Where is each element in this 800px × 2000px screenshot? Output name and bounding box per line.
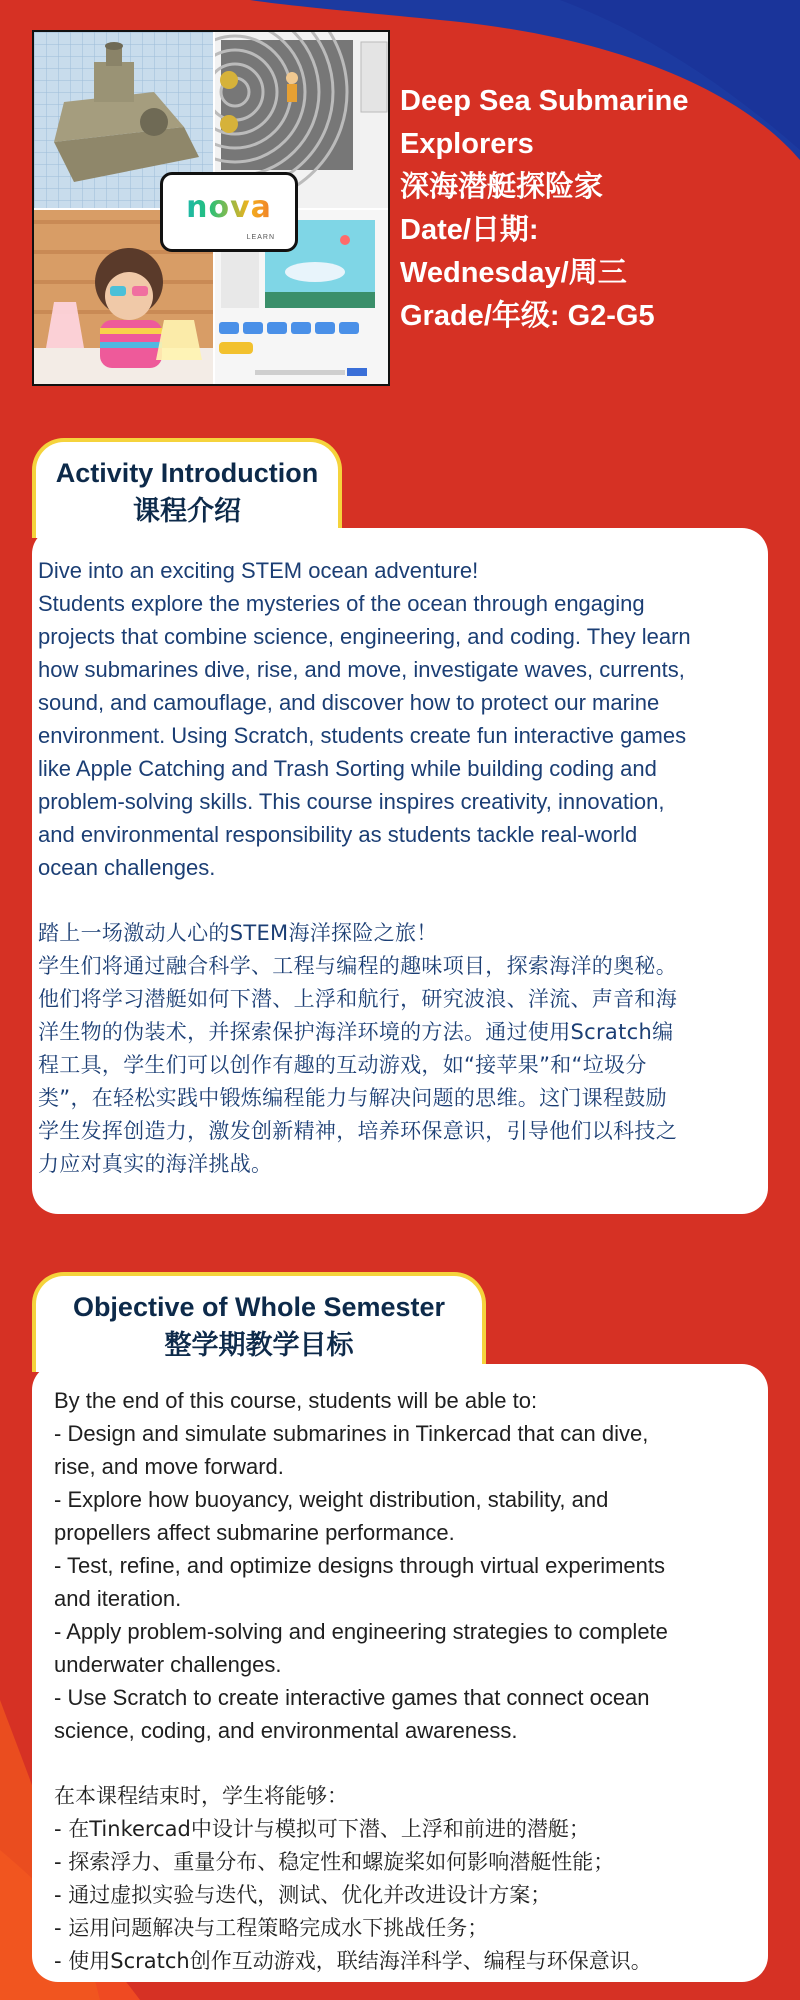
date-label: Date/日期: — [400, 214, 539, 246]
objective-cn-line: 在本课程结束时，学生将能够： — [54, 1784, 348, 1808]
semester-objective-tab — [32, 1272, 486, 1372]
intro-cn-line: 学生发挥创造力，激发创新精神，培养环保意识，引导他们以科技之 — [38, 1119, 677, 1143]
objective-en-line: - Design and simulate submarines in Tinkercad that can dive, — [54, 1421, 649, 1446]
intro-cn-line: 类”，在轻松实践中锻炼编程能力与解决问题的思维。这门课程鼓励 — [38, 1086, 667, 1110]
intro-en-line: how submarines dive, rise, and move, investigate waves, currents, — [38, 657, 685, 682]
objective-en-line: science, coding, and environmental awareness. — [54, 1718, 518, 1743]
intro-en-line: projects that combine science, engineering, and coding. They learn — [38, 624, 691, 649]
intro-en-line: Students explore the mysteries of the ocean through engaging — [38, 591, 645, 616]
objective-en-line: - Test, refine, and optimize designs through virtual experiments — [54, 1553, 666, 1578]
course-image-collage — [32, 30, 390, 386]
objective-en-line: - Apply problem-solving and engineering strategies to complete — [54, 1619, 668, 1644]
objective-cn-line: - 通过虚拟实验与迭代，测试、优化并改进设计方案； — [54, 1883, 552, 1907]
intro-en-line: Dive into an exciting STEM ocean adventure! — [38, 558, 479, 583]
section-heading-cn: 课程介绍 — [133, 496, 241, 526]
introduction-text — [38, 554, 768, 1181]
objective-en-line: - Use Scratch to create interactive games that connect ocean — [54, 1685, 650, 1710]
intro-cn-line: 洋生物的伪装术，并探索保护海洋环境的方法。通过使用Scratch编 — [38, 1020, 674, 1044]
logo-wordmark: nova — [163, 183, 295, 233]
intro-en-line: environment. Using Scratch, students create fun interactive games — [38, 723, 687, 748]
objective-en-line: - Explore how buoyancy, weight distribution, stability, and — [54, 1487, 609, 1512]
objective-cn-line: - 在Tinkercad中设计与模拟可下潜、上浮和前进的潜艇； — [54, 1817, 590, 1841]
section-heading-cn: 整学期教学目标 — [164, 1330, 354, 1360]
course-title-en-line1: Deep Sea Submarine — [400, 85, 689, 117]
section-heading-en: Activity Introduction — [55, 458, 319, 488]
grade-label: Grade/年级: G2-G5 — [400, 300, 655, 332]
intro-cn-line: 他们将学习潜艇如何下潜、上浮和航行，研究波浪、洋流、声音和海 — [38, 987, 677, 1011]
intro-en-line: problem-solving skills. This course inspires creativity, innovation, — [38, 789, 665, 814]
intro-cn-line: 程工具，学生们可以创作有趣的互动游戏，如“接苹果”和“垃圾分 — [38, 1053, 647, 1077]
activity-introduction-card — [32, 528, 768, 1214]
objective-en-line: rise, and move forward. — [54, 1454, 284, 1479]
intro-en-line: like Apple Catching and Trash Sorting while building coding and — [38, 756, 657, 781]
date-value: Wednesday/周三 — [400, 257, 627, 289]
intro-en-line: and environmental responsibility as students tackle real-world — [38, 822, 638, 847]
nova-learn-logo — [160, 172, 298, 252]
objective-en-line: and iteration. — [54, 1586, 182, 1611]
course-title-cn: 深海潜艇探险家 — [400, 171, 604, 203]
objective-en-line: By the end of this course, students will be able to: — [54, 1388, 538, 1413]
objectives-text — [54, 1384, 768, 1978]
semester-objective-card — [32, 1364, 768, 1982]
activity-introduction-tab — [32, 438, 342, 538]
intro-en-line: ocean challenges. — [38, 855, 216, 880]
objective-cn-line: - 使用Scratch创作互动游戏，联结海洋科学、编程与环保意识。 — [54, 1949, 652, 1973]
intro-cn-line: 学生们将通过融合科学、工程与编程的趣味项目，探索海洋的奥秘。 — [38, 954, 677, 978]
objective-en-line: underwater challenges. — [54, 1652, 282, 1677]
course-title-en-line2: Explorers — [400, 128, 534, 160]
course-header — [400, 80, 790, 338]
section-heading-en: Objective of Whole Semester — [72, 1292, 446, 1322]
intro-en-line: sound, and camouflage, and discover how to protect our marine — [38, 690, 660, 715]
intro-cn-line: 踏上一场激动人心的STEM海洋探险之旅！ — [38, 921, 438, 945]
intro-cn-line: 力应对真实的海洋挑战。 — [38, 1152, 273, 1176]
objective-cn-line: - 运用问题解决与工程策略完成水下挑战任务； — [54, 1916, 489, 1940]
objective-en-line: propellers affect submarine performance. — [54, 1520, 455, 1545]
objective-cn-line: - 探索浮力、重量分布、稳定性和螺旋桨如何影响潜艇性能； — [54, 1850, 615, 1874]
logo-subtext: LEARN — [246, 234, 275, 241]
